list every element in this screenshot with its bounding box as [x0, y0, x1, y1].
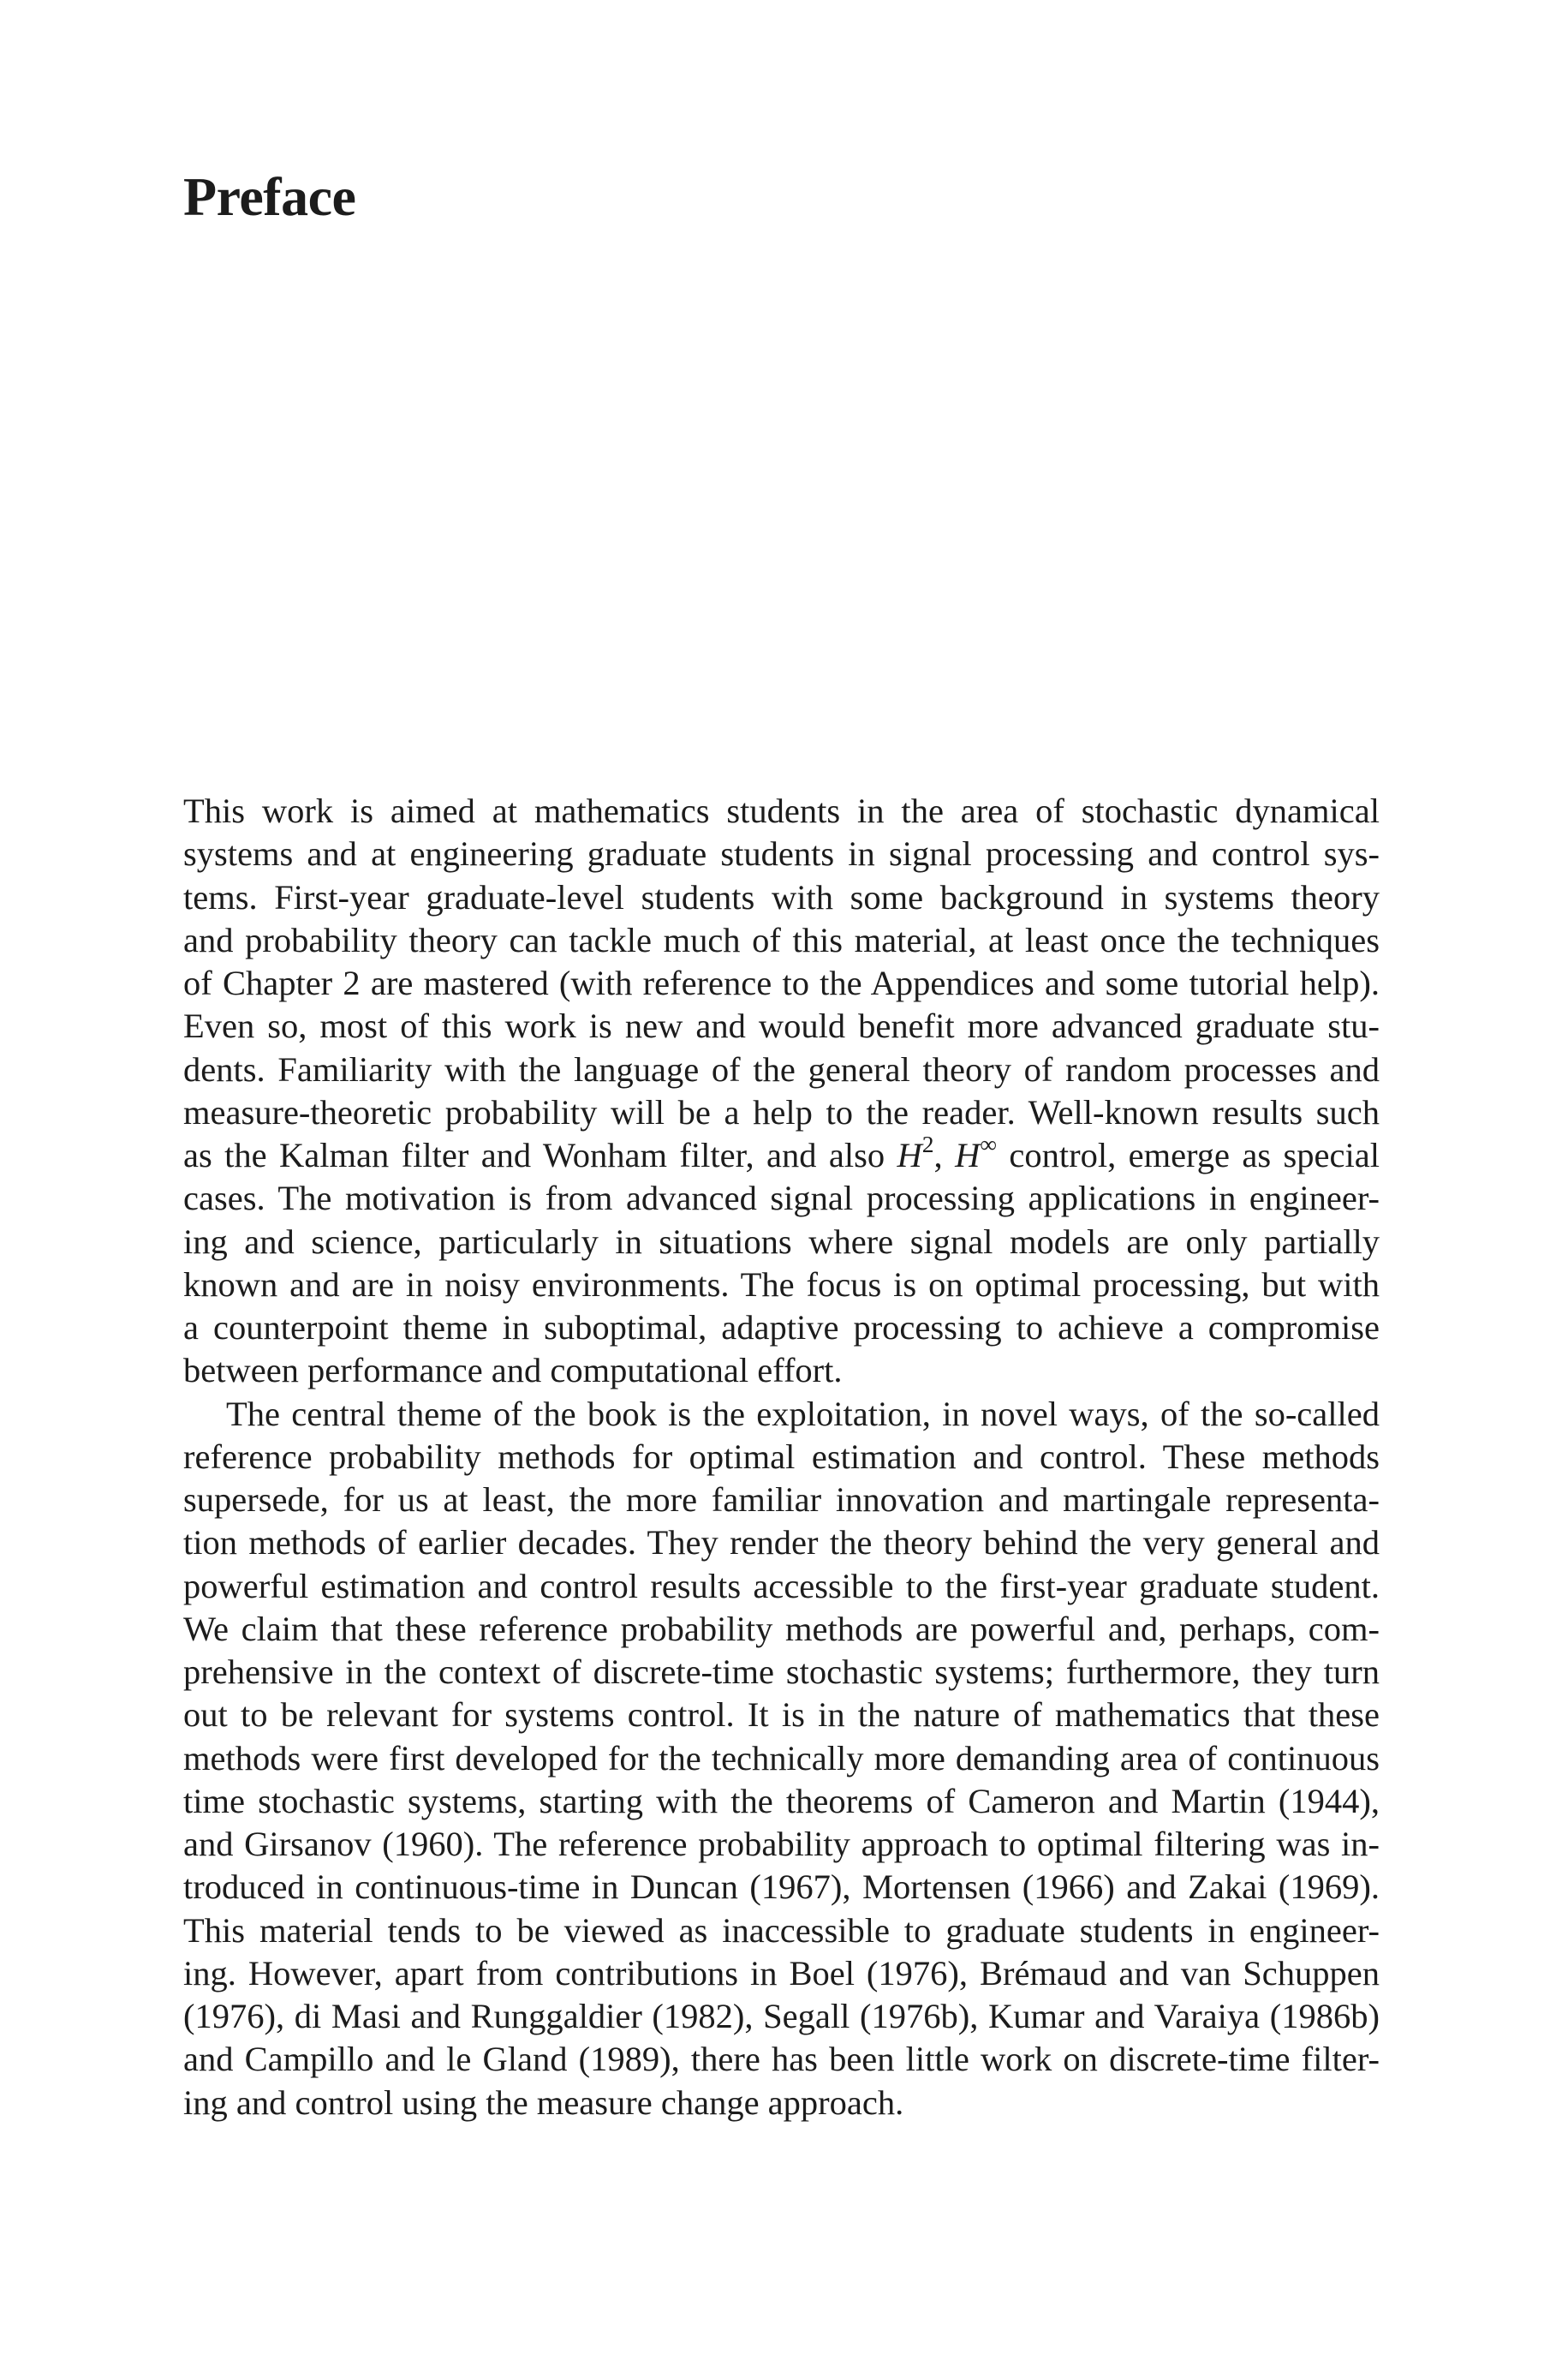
text-line: The central theme of the book is the exploitation, in novel ways, of the so-called — [226, 1394, 1380, 1433]
text-line: and Campillo and le Gland (1989), there has been little work on discrete-time filter- — [183, 2040, 1380, 2079]
text-line: (1976), di Masi and Runggaldier (1982), Segall (1976b), Kumar and Varaiya (1986b) — [183, 1997, 1380, 2035]
text-line: cases. The motivation is from advanced signal processing applications in engineer- — [183, 1179, 1380, 1218]
math-superscript: ∞ — [980, 1130, 997, 1157]
text-line: tion methods of earlier decades. They render the theory behind the very general and — [183, 1523, 1380, 1562]
math-symbol-h: H — [897, 1136, 922, 1174]
text-line: ing and science, particularly in situations where signal models are only partially — [183, 1222, 1380, 1261]
text-line: ing and control using the measure change approach. — [183, 2082, 904, 2122]
text-line: reference probability methods for optimal estimation and control. These methods — [183, 1437, 1380, 1476]
math-symbol-h: H — [955, 1136, 981, 1174]
text-line: of Chapter 2 are mastered (with reference to the Appendices and some tutorial help). — [183, 964, 1380, 1002]
text-line: known and are in noisy environments. The focus is on optimal processing, but with — [183, 1264, 1380, 1304]
text-line: and probability theory can tackle much of this material, at least once the techniques — [183, 920, 1380, 959]
text-line: out to be relevant for systems control. It is in the nature of mathematics that these — [183, 1695, 1380, 1735]
text-line: prehensive in the context of discrete-time stochastic systems; furthermore, they turn — [183, 1652, 1380, 1691]
text-line: dents. Familiarity with the language of the general theory of random processes and — [183, 1049, 1380, 1089]
text-segment: , — [933, 1136, 956, 1174]
paragraph-2 — [183, 1393, 1380, 2124]
body-text — [183, 790, 1380, 2124]
text-line: methods were first developed for the technically more demanding area of continuous — [183, 1738, 1380, 1778]
text-segment: as the Kalman filter and Wonham filter, and also — [183, 1136, 897, 1174]
text-line-with-math — [183, 1130, 1380, 1177]
paragraph-1 — [183, 790, 1380, 1393]
text-line: We claim that these reference probability methods are powerful and, perhaps, com- — [183, 1609, 1380, 1648]
text-line: supersede, for us at least, the more familiar innovation and martingale representa- — [183, 1480, 1380, 1519]
text-line: measure-theoretic probability will be a help to the reader. Well-known results such — [183, 1092, 1380, 1132]
text-line: This material tends to be viewed as inaccessible to graduate students in engineer- — [183, 1910, 1380, 1950]
text-line: and Girsanov (1960). The reference probability approach to optimal filtering was in- — [183, 1825, 1380, 1863]
text-segment: control, emerge as special — [996, 1136, 1380, 1174]
text-line: systems and at engineering graduate students in signal processing and control sys- — [183, 834, 1380, 874]
text-line: troduced in continuous-time in Duncan (1967), Mortensen (1966) and Zakai (1969). — [183, 1867, 1380, 1907]
text-line: time stochastic systems, starting with the theorems of Cameron and Martin (1944), — [183, 1781, 1380, 1820]
text-line: between performance and computational effort. — [183, 1351, 843, 1390]
text-line: This work is aimed at mathematics students in the area of stochastic dynamical — [183, 792, 1380, 830]
text-line: tems. First-year graduate-level students with some background in systems theory — [183, 877, 1380, 917]
text-line: a counterpoint theme in suboptimal, adaptive processing to achieve a compromise — [183, 1308, 1380, 1347]
text-line: powerful estimation and control results accessible to the first-year graduate student. — [183, 1566, 1380, 1605]
math-superscript: 2 — [921, 1130, 934, 1157]
text-line: Even so, most of this work is new and would benefit more advanced graduate stu- — [183, 1007, 1380, 1046]
text-line: ing. However, apart from contributions in Boel (1976), Brémaud and van Schuppen — [183, 1953, 1380, 1993]
page-title: Preface — [183, 166, 356, 227]
